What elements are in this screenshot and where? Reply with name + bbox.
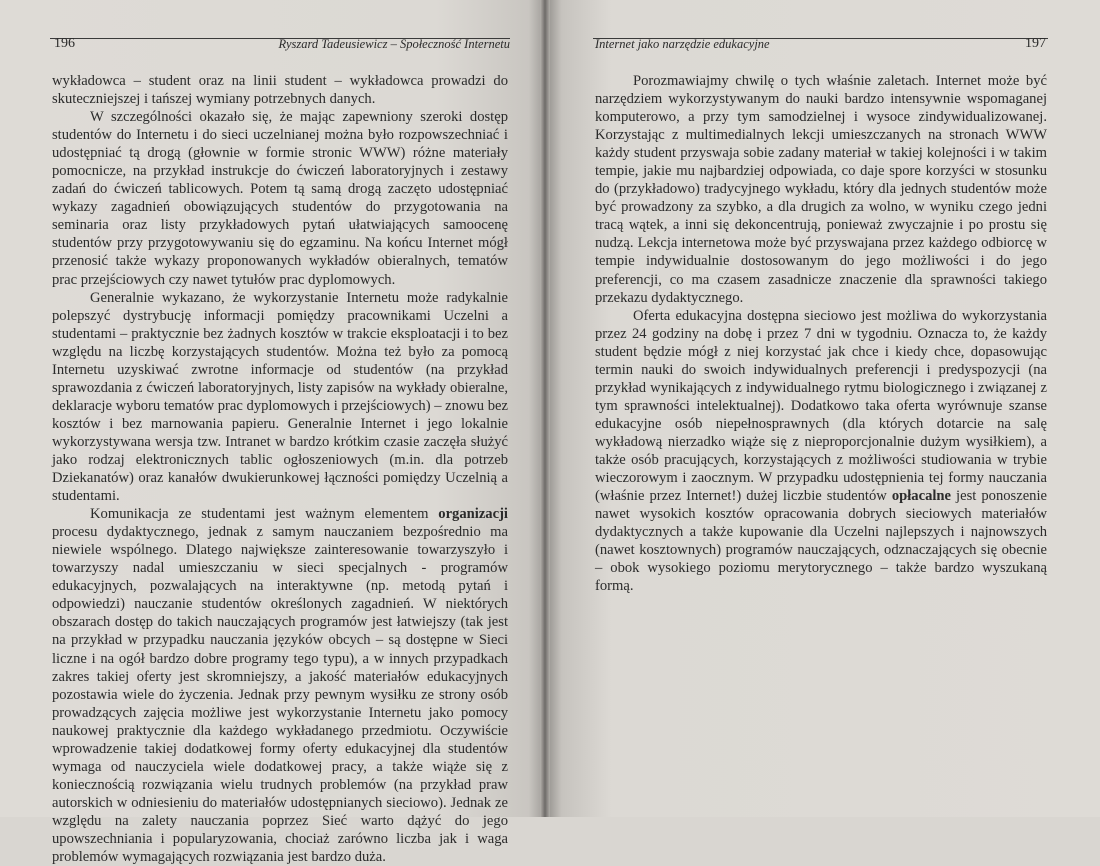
emphasized-term: organizacji <box>438 506 508 523</box>
page-number: 197 <box>1025 36 1046 51</box>
paragraph-text: jest ponoszenie nawet wysokich kosztów opracowania dobrych sieciowych materiałów dydaktycznych a także kupowanie dla Uczelni najlepszych i najnowszych (nawet kosztownych) programów nauczających, odznaczających się obecnie – obok wysokiego poziomu merytorycznego – także bardzo wyszukaną formą. <box>595 488 1047 595</box>
paragraph <box>595 307 1047 596</box>
paragraph <box>52 505 508 866</box>
paragraph: wykładowca – student oraz na linii student – wykładowca prowadzi do skuteczniejszej i tańszej wymiany potrzebnych danych. <box>52 73 508 108</box>
running-head-right <box>593 36 1048 51</box>
paragraph: Porozmawiajmy chwilę o tych właśnie zaletach. Internet może być narzędziem wykorzystywanym do nauki bardzo intensywnie wspomaganej komputerowo, a przy tym samodzielnej i wysoce zindywidualizowanej. Korzystając z multimedialnych lekcji umieszczanych na stronach WWW każdy student przyswaja sobie zadany materiał w takiej kolejności i w takim tempie, jakie mu najbardziej odpowiada, co daje spore korzyści w stosunku do (przykładowo) tradycyjnego wykładu, który dla jednych studentów może być prowadzony za szybko, a dla drugich za wolno, w wyniku czego jedni tracą wątek, a inni się dekoncentrują, ponieważ zwyczajnie i po prostu się nudzą. Lekcja internetowa może być przyswajana przez każdego odbiorcę w tempie indywidualnie dostosowanym do jego możliwości i do jego preferencji, co ma czasem zasadnicze znaczenie dla sprawności takiego przekazu dydaktycznego. <box>595 73 1047 306</box>
page-number: 196 <box>54 36 75 51</box>
running-head-title: Ryszard Tadeusiewicz – Społeczność Internetu <box>278 37 510 51</box>
paragraph-text: Komunikacja ze studentami jest ważnym elementem <box>90 506 439 523</box>
paragraph-text: procesu dydaktycznego, jednak z samym nauczaniem bezpośrednio ma niewiele wspólnego. Dlatego największe zainteresowanie towarzyszyło i towarzyszy nadal umieszczaniu w sieci specjalnych - programów edukacyjnych, pozwalających na interaktywne (np. metodą pytań i odpowiedzi) nauczanie studentów określonych zagadnień. W niektórych obszarach dostęp do takich nauczających programów jest łatwiejszy (tak jest na przykład w przypadku nauczania języków obcych – są dostępne w Sieci liczne i na ogół bardzo dobre programy tego typu), a w innych przypadkach zakres takiej oferty jest skromniejszy, a jakość materiałów edukacyjnych pozostawia wiele do życzenia. Jednak przy pewnym wysiłku ze strony osób prowadzących zajęcia możliwe jest wykorzystanie Internetu jako pomocy naukowej praktycznie dla każdego wykładanego przedmiotu. Oczywiście wprowadzenie takiej dodatkowej formy oferty edukacyjnej dla studentów wymaga od nauczyciela wiele dodatkowej pracy, a także wiąże się z koniecznością rozwiązania wielu trudnych problemów (na przykład praw autorskich w odniesieniu do materiałów udostępnianych sieciowo). Jednak ze względu na zalety nauczania poprzez Sieć warto dążyć do jego upowszechniania i popularyzowania, chociaż zarówno liczba jak i waga problemów wymagających rozwiązania jest bardzo duża. <box>52 524 508 866</box>
paragraph: W szczególności okazało się, że mając zapewniony szeroki dostęp studentów do Internetu i do sieci uczelnianej można było rozpowszechniać i udostępniać tą drogą (głownie w formie stronic WWW) różne materiały pomocnicze, na przykład instrukcje do ćwiczeń laboratoryjnych i zestawy zadań do ćwiczeń tablicowych. Potem tą samą drogą zaczęto udostępniać wykazy zagadnień obowiązujących studentów do przygotowania na seminaria oraz listy przykładowych pytań ułatwiających samoocenę studentów przy przygotowywaniu się do egzaminu. Na końcu Internet mógł przenosić także wykazy proponowanych wykładów obieralnych, tematów prac przejściowych czy nawet tytułów prac dyplomowych. <box>52 109 508 288</box>
emphasized-term: opłacalne <box>891 488 952 505</box>
paragraph: Generalnie wykazano, że wykorzystanie Internetu może radykalnie polepszyć dystrybucję informacji pomiędzy pracownikami Uczelni a studentami – praktycznie bez żadnych kosztów w trakcie eksploatacji i to bez względu na liczbę korzystających studentów. Można też było za pomocą Internetu uzyskiwać zwrotne informacje od studentów (na przykład sprawozdania z ćwiczeń laboratoryjnych, listy zapisów na wykłady obieralne, deklaracje wyboru tematów prac dyplomowych i przejściowych) – znowu bez kosztów i bez marnowania papieru. Generalnie Internet i jego lokalnie wykorzystywana wersja tzw. Intranet w bardzo krótkim czasie zaczęła służyć jako rodzaj elektronicznych tablic ogłoszeniowych (m.in. dla potrzeb Dziekanatów) oraz kanałów dwukierunkowej łączności pomiędzy Uczelnią a studentami. <box>52 289 508 505</box>
left-page-body <box>52 72 508 866</box>
running-head-title: Internet jako narzędzie edukacyjne <box>595 37 770 51</box>
book-gutter <box>540 0 550 817</box>
left-page <box>0 0 545 866</box>
paragraph-text: Oferta edukacyjna dostępna sieciowo jest możliwa do wykorzystania przez 24 godziny na dobę i przez 7 dni w tygodniu. Oznacza to, że każdy student będzie mógł z niej korzystać jak chce i kiedy chce, dopasowując termin nauki do swoich indywidualnych preferencji i predyspozycji (na przykład wynikających z indywidualnego rytmu biologicznego i związanej z tym sprawności intelektualnej). Dodatkowo taka oferta wyrównuje szanse edukacyjne osób niepełnosprawnych (dla których dotarcie na salę wykładową nierzadko wiąże się z nieproporcjonalnie dużym wysiłkiem), a także osób pracujących, korzystających z możliwości studiowania w trybie wieczorowym i zaocznym. W przypadku udostępnienia tej formy nauczania (właśnie przez Internet!) dużej liczbie studentów <box>595 307 1047 505</box>
right-page-body <box>595 72 1047 595</box>
running-head-left <box>50 36 510 51</box>
right-page <box>545 0 1100 817</box>
